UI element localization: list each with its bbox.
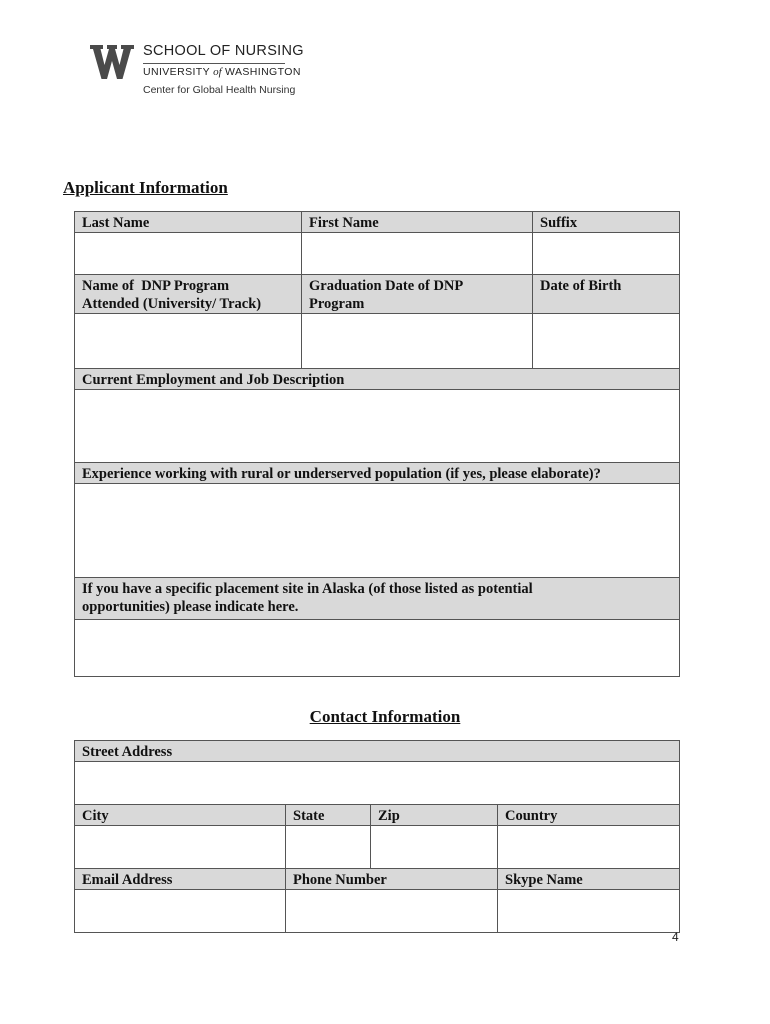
phone-number-field[interactable] (286, 890, 498, 933)
city-label: City (75, 805, 286, 826)
logo-school-name: SCHOOL OF NURSING (143, 43, 304, 59)
first-name-field[interactable] (302, 233, 533, 275)
graduation-date-label-line2: Program (309, 296, 365, 312)
placement-site-label-line1: If you have a specific placement site in Alaska (of those listed as potential (82, 581, 533, 597)
contact-information-title: Contact Information (309, 707, 461, 726)
email-address-field[interactable] (75, 890, 286, 933)
current-employment-field[interactable] (75, 390, 680, 463)
street-address-field[interactable] (75, 762, 680, 805)
skype-name-field[interactable] (498, 890, 680, 933)
zip-field[interactable] (371, 826, 498, 869)
email-address-label: Email Address (75, 869, 286, 890)
suffix-label: Suffix (533, 212, 680, 233)
logo-of-word: of (213, 66, 222, 78)
street-address-label: Street Address (75, 741, 680, 762)
state-label: State (286, 805, 371, 826)
logo-university-word: UNIVERSITY (143, 66, 210, 78)
zip-label: Zip (371, 805, 498, 826)
applicant-information-title: Applicant Information (63, 178, 228, 197)
placement-site-label (75, 578, 680, 620)
graduation-date-field[interactable] (302, 314, 533, 369)
current-employment-label: Current Employment and Job Description (75, 369, 680, 390)
uw-w-logo-icon (90, 45, 134, 79)
experience-field[interactable] (75, 484, 680, 578)
dnp-program-field[interactable] (75, 314, 302, 369)
page-number: 4 (672, 930, 679, 944)
applicant-information-table (74, 211, 680, 677)
logo-university-name (143, 66, 301, 78)
logo-divider (143, 63, 285, 64)
graduation-date-label-line1: Graduation Date of DNP (309, 278, 464, 294)
date-of-birth-field[interactable] (533, 314, 680, 369)
logo-washington-word: WASHINGTON (225, 66, 301, 78)
state-field[interactable] (286, 826, 371, 869)
country-field[interactable] (498, 826, 680, 869)
first-name-label: First Name (302, 212, 533, 233)
placement-site-field[interactable] (75, 620, 680, 677)
phone-number-label: Phone Number (286, 869, 498, 890)
dnp-program-label (75, 275, 302, 314)
dnp-program-label-line2: Attended (University/ Track) (82, 296, 262, 312)
country-label: Country (498, 805, 680, 826)
last-name-field[interactable] (75, 233, 302, 275)
date-of-birth-label: Date of Birth (533, 275, 680, 314)
graduation-date-label (302, 275, 533, 314)
contact-information-table (74, 740, 680, 933)
logo-center-name: Center for Global Health Nursing (143, 84, 296, 96)
last-name-label: Last Name (75, 212, 302, 233)
placement-site-label-line2: opportunities) please indicate here. (82, 599, 299, 615)
university-logo (90, 43, 320, 103)
skype-name-label: Skype Name (498, 869, 680, 890)
dnp-program-label-line1: Name of DNP Program (82, 278, 230, 294)
suffix-field[interactable] (533, 233, 680, 275)
city-field[interactable] (75, 826, 286, 869)
experience-label: Experience working with rural or underserved population (if yes, please elaborate)? (75, 463, 680, 484)
